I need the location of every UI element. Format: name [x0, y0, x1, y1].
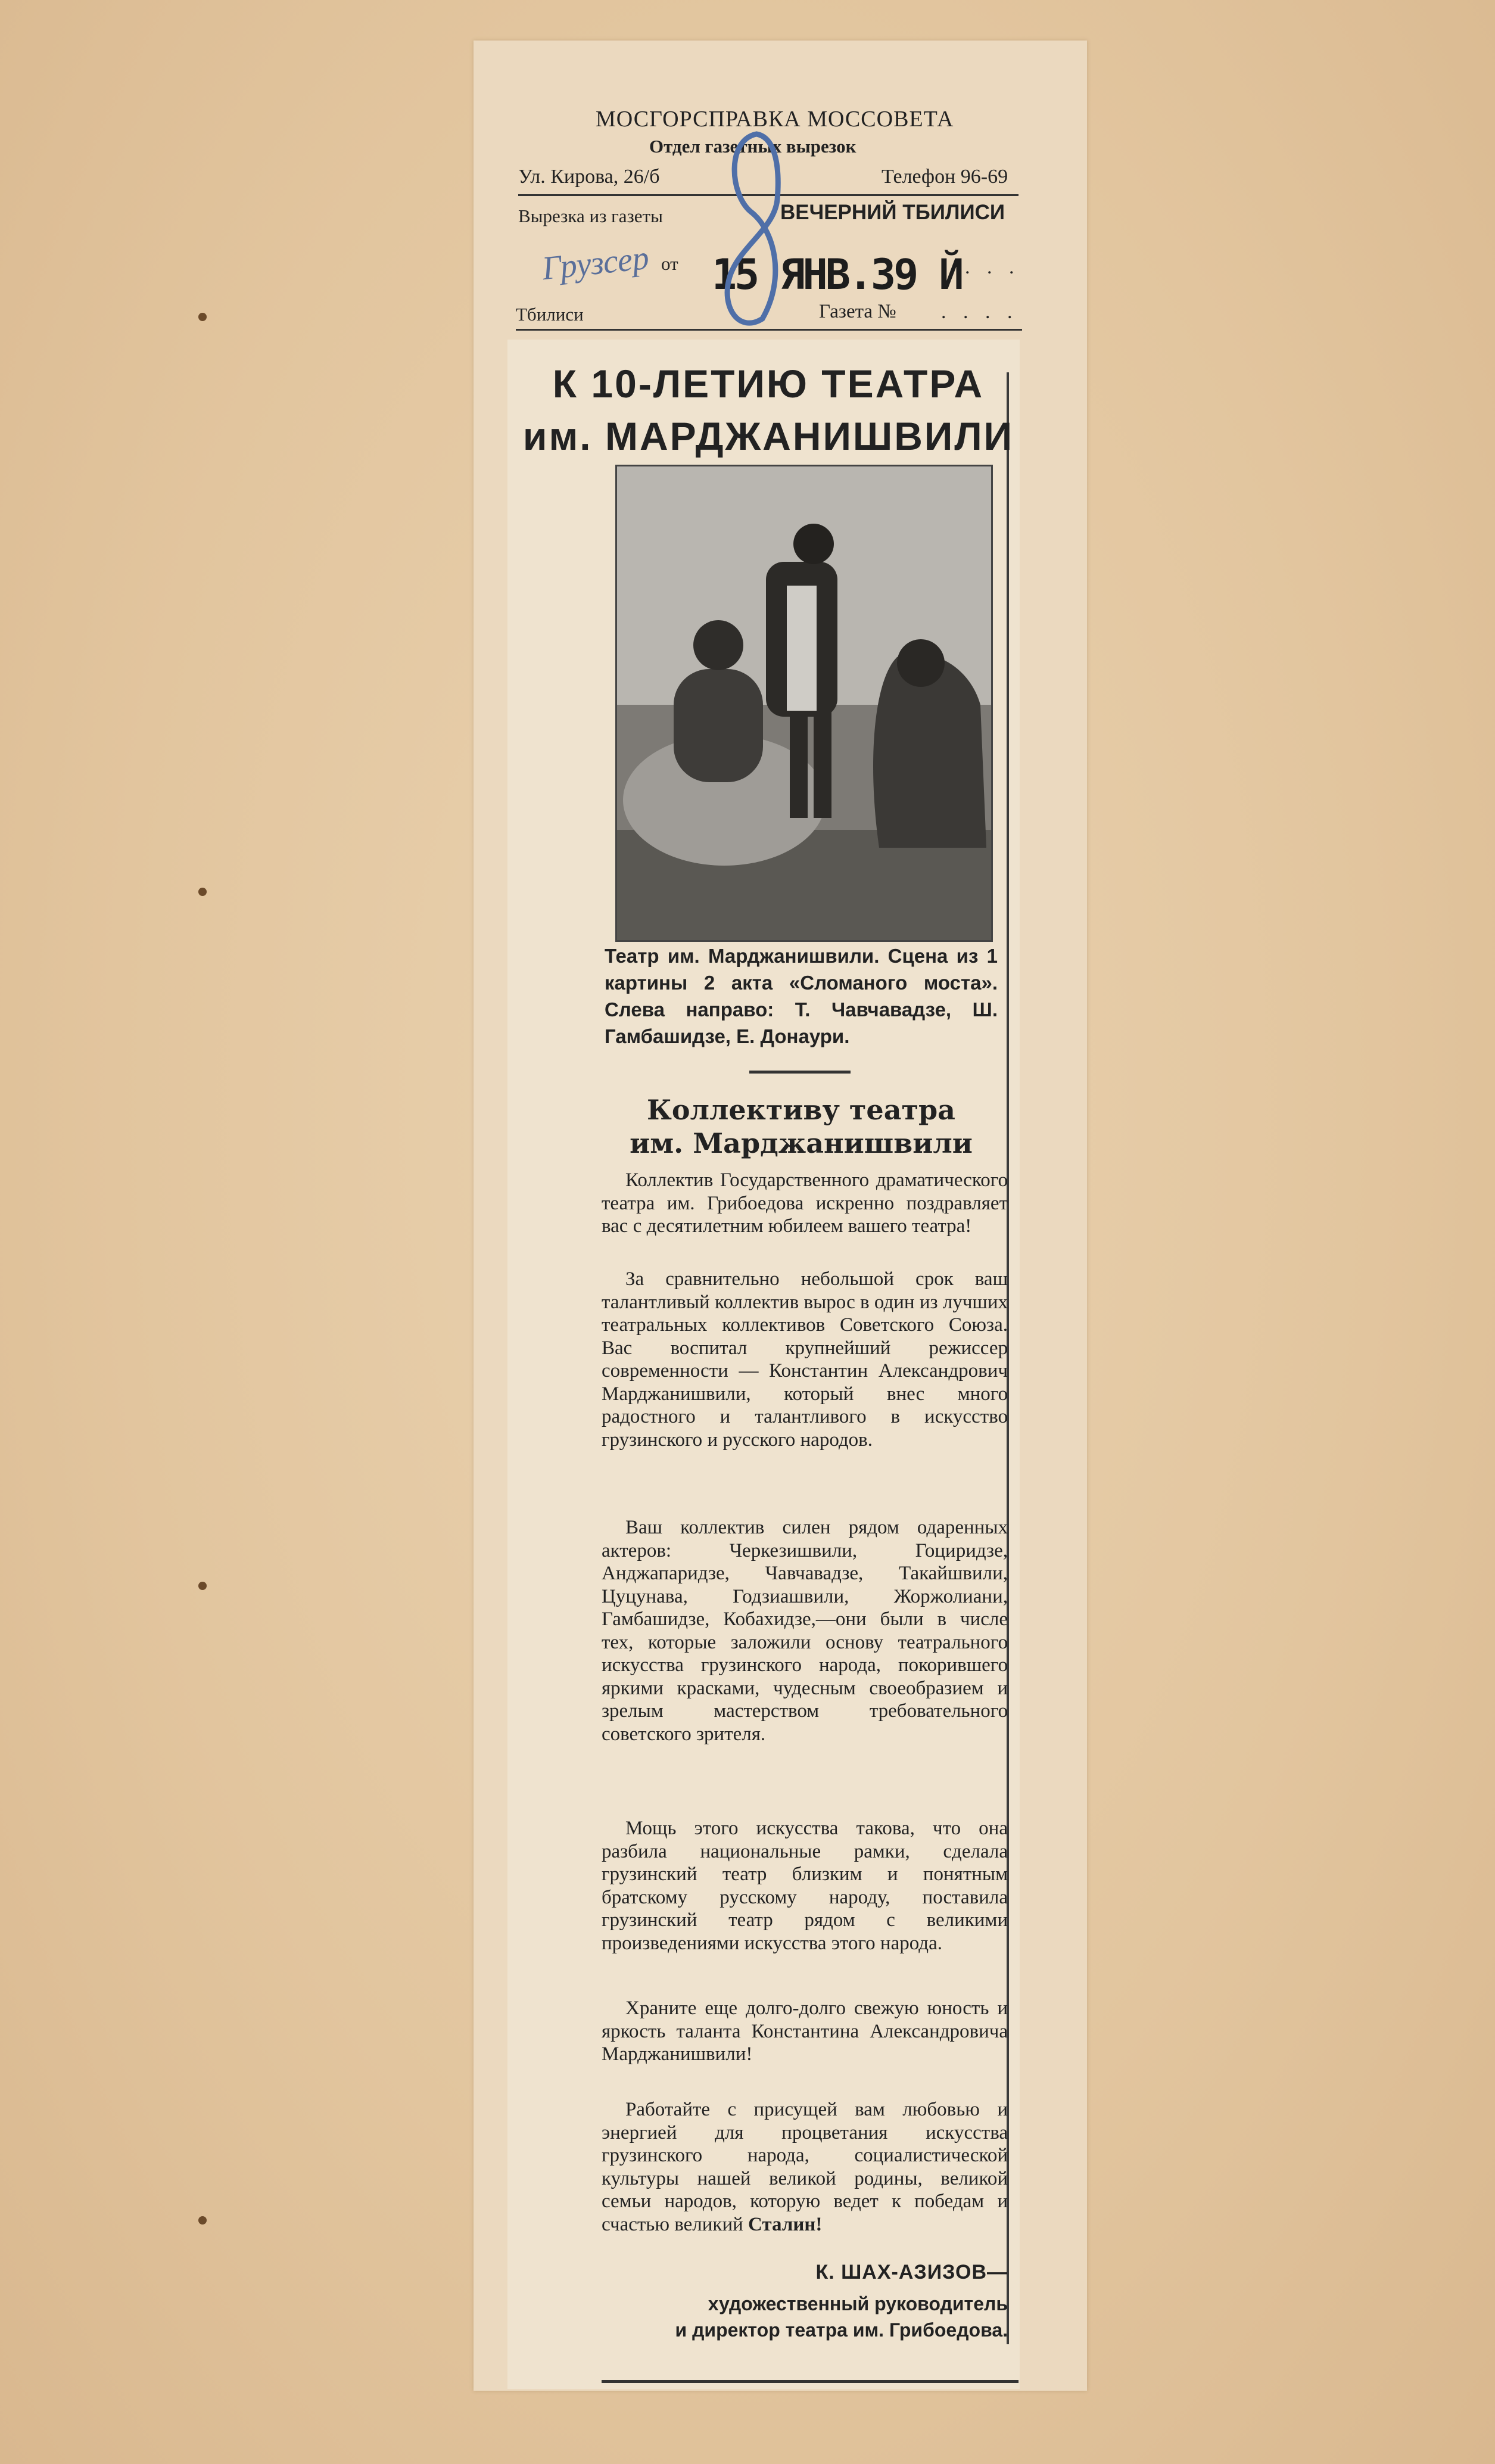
letter-title-line-1: Коллективу театра [647, 1094, 955, 1126]
issue-label: Газета № [819, 301, 896, 322]
letter-paragraph: За сравнительно небольшой срок ваш талантливый коллектив вырос в один из лучших театральных коллективов Советского Союза. Вас воспитал крупнейший режиссер современности — Константин Александрович Марджанишвили, который внес много радостного и талантливого в искусство грузинского и русского народов. [602, 1268, 1008, 1451]
binding-hole [198, 888, 207, 896]
letter-paragraph: Мощь этого искусства такова, что она разбила национальные рамки, сделала грузинский театр близким и понятным братскому русскому народу, поставила грузинский театр рядом с великими произведениями искусства этого народа. [602, 1818, 1008, 1954]
letter-title-line-2: им. Марджанишвили [630, 1127, 973, 1159]
city-text: Тбилиси [516, 304, 584, 325]
heading-line-2: им. МАРДЖАНИШВИЛИ [522, 414, 1014, 458]
letter-title [596, 1093, 1007, 1160]
binding-hole [198, 313, 207, 321]
date-stamp: 15 ЯНВ.39 Й [712, 250, 962, 299]
closing-paragraph-text: Работайте с присущей вам любовью и энергией для процветания искусства грузинского народа, социалистической культуры нашей великой родины, великой семьи народов, которую ведет к победам и счастью великий [602, 2099, 1008, 2235]
letter-paragraph: Храните еще долго-долго свежую юность и яркость таланта Константина Александровича Марджанишвили! [602, 1998, 1008, 2065]
org-title: МОСГОРСПРАВКА МОССОВЕТА [596, 107, 954, 132]
signature-role-line-2: и директор театра им. Грибоедова. [675, 2319, 1008, 2341]
dotted-leader: . . . . [941, 301, 1019, 323]
stage-photo [615, 465, 993, 942]
section-divider [749, 1071, 851, 1074]
newspaper-name: ВЕЧЕРНИЙ ТБИЛИСИ [780, 201, 1005, 224]
letter-paragraph [602, 2098, 1008, 2236]
letter-paragraph: Ваш коллектив силен рядом одаренных актеров: Черкезишвили, Гоциридзе, Анджапаридзе, Чавчавадзе, Такайшвили, Цуцунава, Годзиашвили, Жоржолиани, Гамбашидзе, Кобахидзе,—они были в числе тех, которые заложили основу театрального искусства грузинского народа, покорившего яркими красками, чудесным своеобразием и зрелым мастерством требовательного советского зрителя. [602, 1517, 1008, 1745]
signature-role-line-1: художественный руководитель [708, 2293, 1008, 2314]
closing-word: Сталин! [748, 2213, 823, 2235]
address-text: Ул. Кирова, 26/б [518, 166, 660, 188]
handwritten-number-8 [715, 128, 792, 334]
binding-hole [198, 2216, 207, 2225]
dotted-leader: . . . [965, 256, 1020, 278]
heading-line-1: К 10-ЛЕТИЮ ТЕАТРА [552, 362, 985, 406]
handwritten-note: Грузсер [540, 239, 651, 288]
stage-scene [617, 466, 991, 940]
signature-name: К. ШАХ-АЗИЗОВ— [815, 2261, 1008, 2283]
photo-caption: Театр им. Марджанишвили. Сцена из 1 картины 2 акта «Сломаного моста». Слева направо: Т. Чавчавадзе, Ш. Гамбашидзе, Е. Донаури. [605, 945, 998, 1047]
binding-hole [198, 1582, 207, 1590]
article-heading [512, 357, 1024, 462]
phone-text: Телефон 96-69 [882, 166, 1008, 188]
clipping-from-label: Вырезка из газеты [518, 206, 663, 226]
clipping-bottom-rule [602, 2380, 1019, 2383]
letter-paragraph: Коллектив Государственного драматического театра им. Грибоедова искренно поздравляет вас с десятилетним юбилеем вашего театра! [602, 1169, 1008, 1237]
department-label: Отдел газетных вырезок [649, 136, 856, 157]
from-label: от [661, 253, 678, 274]
